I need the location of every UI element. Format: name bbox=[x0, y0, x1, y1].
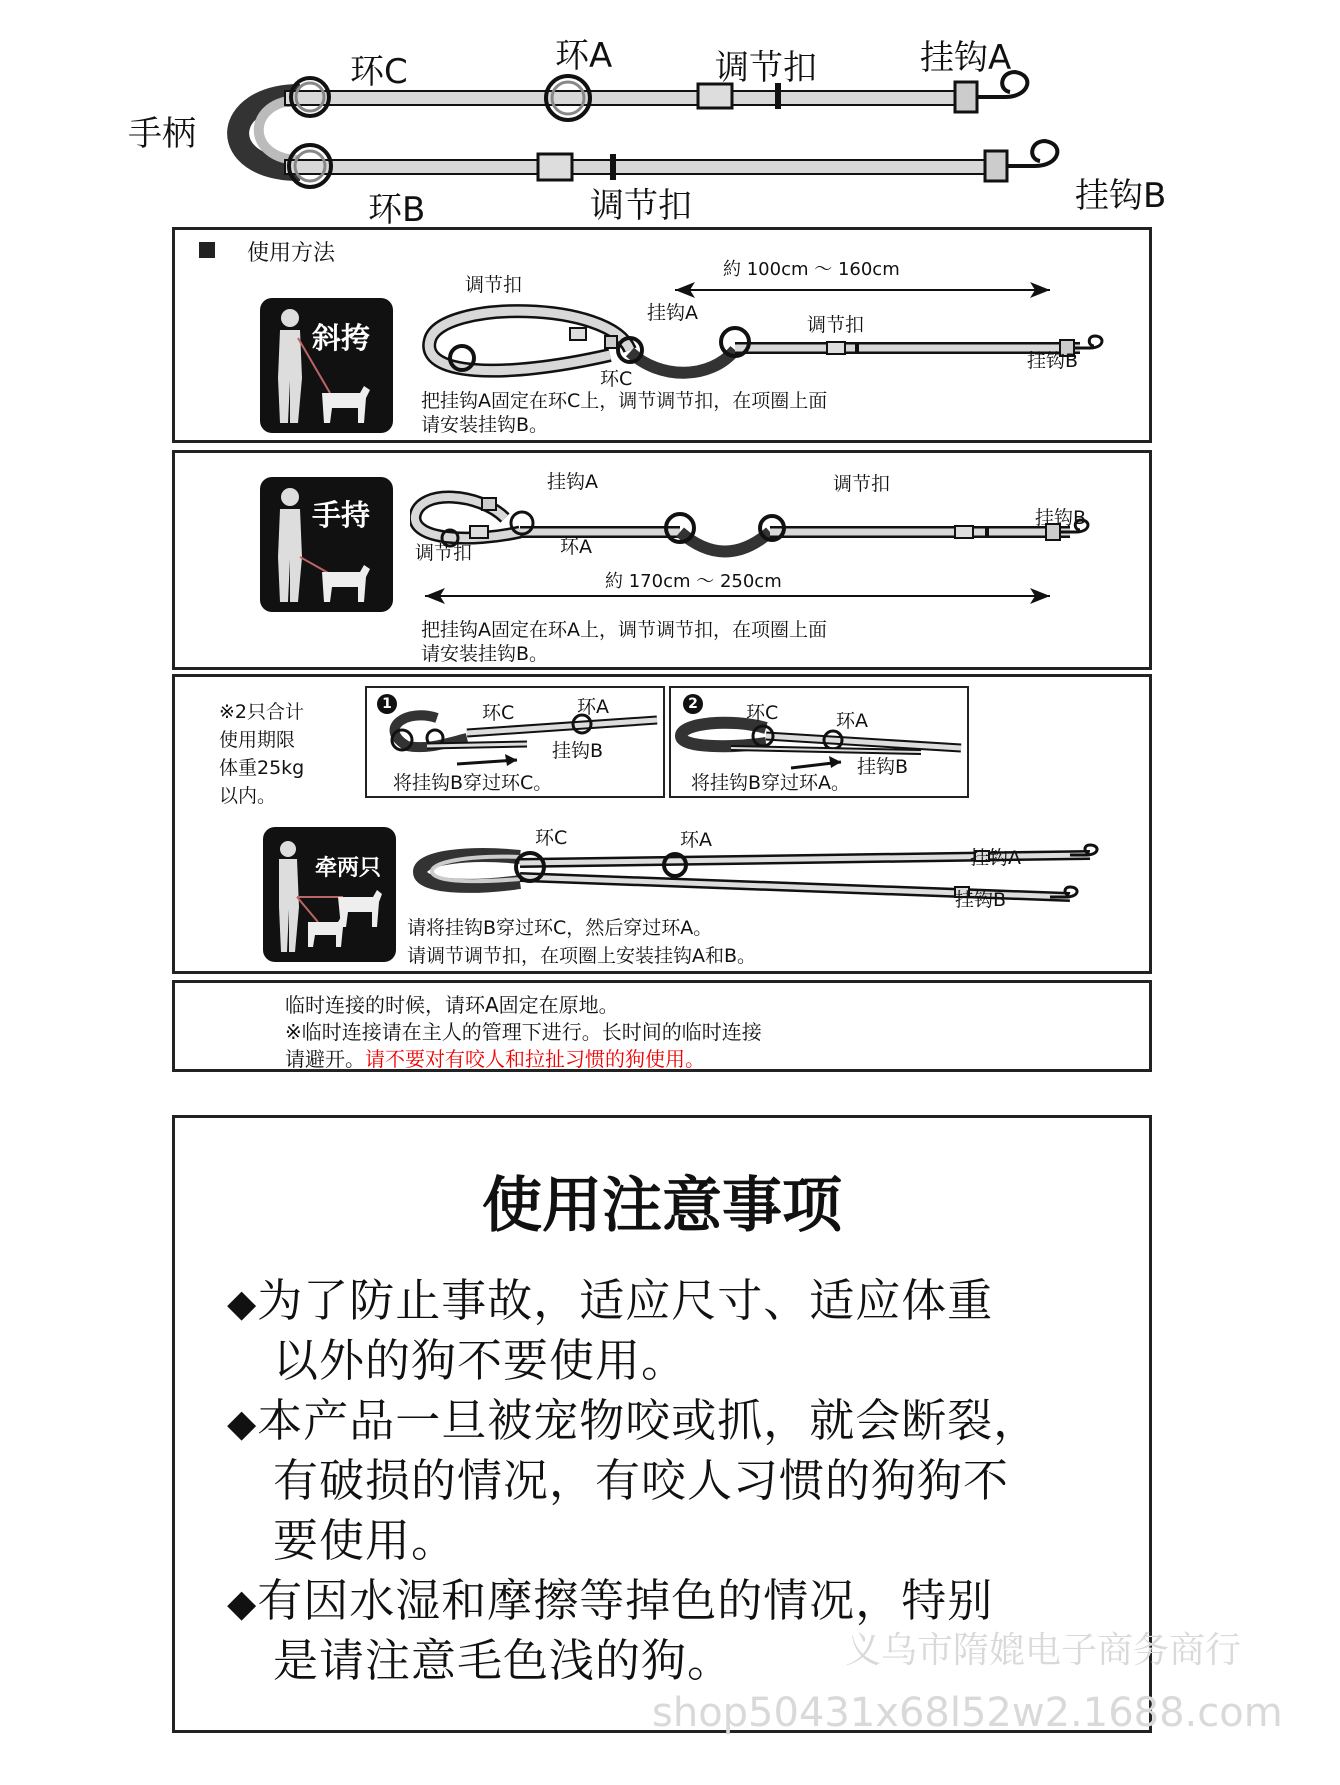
step-2-ring-a: 环A bbox=[836, 710, 868, 732]
step-1-panel bbox=[365, 686, 665, 798]
label-hook-a: 挂钩A bbox=[920, 38, 1012, 78]
hand-held-length: 約 170cm 〜 250cm bbox=[605, 571, 782, 592]
precautions-title: 使用注意事项 bbox=[482, 1171, 842, 1241]
cross-body-instruction-2: 请安装挂钩B。 bbox=[421, 414, 549, 436]
step-2-panel bbox=[669, 686, 969, 798]
step-1-ring-c: 环C bbox=[482, 702, 515, 724]
two-dogs-badge-label: 牵两只 bbox=[315, 856, 382, 881]
precaution-item-1-line-2: 以外的狗不要使用。 bbox=[273, 1334, 688, 1387]
two-dogs-hook-a: 挂钩A bbox=[970, 847, 1021, 869]
label-handle: 手柄 bbox=[128, 114, 196, 154]
two-dogs-ring-a: 环A bbox=[680, 829, 712, 851]
diamond-bullet-icon: ◆ bbox=[227, 1581, 258, 1625]
precaution-item-2-line-1: ◆本产品一旦被宠物咬或抓，就会断裂， bbox=[227, 1394, 1040, 1447]
diamond-bullet-icon: ◆ bbox=[227, 1281, 258, 1325]
usage-cross-body-panel bbox=[172, 227, 1152, 443]
cross-body-buckle-right: 调节扣 bbox=[807, 314, 865, 336]
two-dogs-badge bbox=[263, 827, 396, 962]
person-two-dogs-icon bbox=[263, 827, 396, 962]
hand-held-buckle-left: 调节扣 bbox=[415, 542, 473, 564]
label-buckle-bottom: 调节扣 bbox=[590, 186, 692, 226]
watermark-shop-url: shop50431x68l52w2.1688.com bbox=[652, 1690, 1283, 1736]
cross-body-hook-a: 挂钩A bbox=[647, 302, 698, 324]
diamond-bullet-icon: ◆ bbox=[227, 1401, 258, 1445]
temp-note-line-1: 临时连接的时候，请环A固定在原地。 bbox=[285, 993, 619, 1017]
two-dogs-instruction-1: 请将挂钩B穿过环C，然后穿过环A。 bbox=[407, 917, 713, 939]
precaution-item-2-line-2: 有破损的情况，有咬人习惯的狗狗不 bbox=[273, 1454, 1010, 1507]
cross-body-badge bbox=[260, 298, 393, 433]
precaution-item-3-line-1: ◆有因水湿和摩擦等掉色的情况，特别 bbox=[227, 1574, 994, 1627]
hand-held-instruction-1: 把挂钩A固定在环A上，调节调节扣，在项圈上面 bbox=[421, 619, 827, 641]
precaution-item-2-line-3: 要使用。 bbox=[273, 1514, 458, 1567]
weight-limit-1: ※2只合计 bbox=[219, 701, 305, 723]
label-buckle-top: 调节扣 bbox=[715, 48, 817, 88]
hand-held-hook-a: 挂钩A bbox=[547, 471, 598, 493]
label-ring-c: 环C bbox=[350, 52, 408, 92]
hand-held-ring-a: 环A bbox=[560, 536, 592, 558]
label-ring-b: 环B bbox=[368, 190, 426, 230]
cross-body-hook-b: 挂钩B bbox=[1027, 350, 1079, 372]
two-dogs-ring-c: 环C bbox=[535, 827, 568, 849]
hand-held-instruction-2: 请安装挂钩B。 bbox=[421, 643, 549, 665]
label-ring-a: 环A bbox=[555, 36, 613, 76]
two-dogs-hook-b: 挂钩B bbox=[955, 889, 1007, 911]
cross-body-ring-c: 环C bbox=[600, 368, 633, 390]
temp-note-line-2: ※临时连接请在主人的管理下进行。长时间的临时连接 bbox=[285, 1020, 762, 1044]
square-bullet-icon bbox=[199, 242, 215, 258]
two-dogs-instruction-2: 请调节调节扣，在项圈上安装挂钩A和B。 bbox=[407, 945, 757, 967]
two-dogs-illustration bbox=[410, 837, 1130, 917]
usage-heading: 使用方法 bbox=[247, 241, 336, 266]
cross-body-instruction-1: 把挂钩A固定在环C上，调节调节扣，在项圈上面 bbox=[421, 390, 828, 412]
precaution-item-1-line-1: ◆为了防止事故，适应尺寸、适应体重 bbox=[227, 1274, 994, 1327]
weight-limit-4: 以内。 bbox=[219, 785, 277, 807]
step-2-instruction: 将挂钩B穿过环A。 bbox=[691, 772, 851, 794]
cross-body-buckle-left: 调节扣 bbox=[465, 274, 523, 296]
step-1-ring-a: 环A bbox=[577, 696, 609, 718]
step-2-hook-b: 挂钩B bbox=[857, 756, 909, 778]
temp-note-line-3 bbox=[285, 1043, 705, 1072]
watermark-shop-name: 义乌市隋媲电子商务商行 bbox=[845, 1630, 1242, 1671]
step-1-instruction: 将挂钩B穿过环C。 bbox=[393, 772, 553, 794]
step-1-hook-b: 挂钩B bbox=[552, 740, 604, 762]
leash-diagram bbox=[0, 0, 1340, 230]
hand-held-badge-label: 手持 bbox=[312, 498, 371, 532]
usage-hand-held-panel bbox=[172, 450, 1152, 670]
usage-two-dogs-panel bbox=[172, 674, 1152, 974]
temporary-connection-note bbox=[172, 980, 1152, 1072]
step-1-number: 1 bbox=[377, 694, 397, 714]
weight-limit-2: 使用期限 bbox=[219, 729, 296, 751]
cross-body-length: 約 100cm 〜 160cm bbox=[723, 259, 900, 280]
cross-body-badge-label: 斜挎 bbox=[312, 321, 371, 355]
hand-held-buckle-right: 调节扣 bbox=[833, 473, 891, 495]
hand-held-badge bbox=[260, 477, 393, 612]
step-2-number: 2 bbox=[683, 694, 703, 714]
weight-limit-3: 体重25kg bbox=[219, 757, 305, 779]
step-2-ring-c: 环C bbox=[746, 702, 779, 724]
temp-note-avoid: 请避开。 bbox=[285, 1047, 365, 1071]
temp-note-warning: 请不要对有咬人和拉扯习惯的狗使用。 bbox=[365, 1047, 705, 1071]
precaution-item-3-line-2: 是请注意毛色浅的狗。 bbox=[273, 1634, 734, 1687]
label-hook-b: 挂钩B bbox=[1075, 176, 1167, 216]
hand-held-hook-b: 挂钩B bbox=[1035, 507, 1087, 529]
